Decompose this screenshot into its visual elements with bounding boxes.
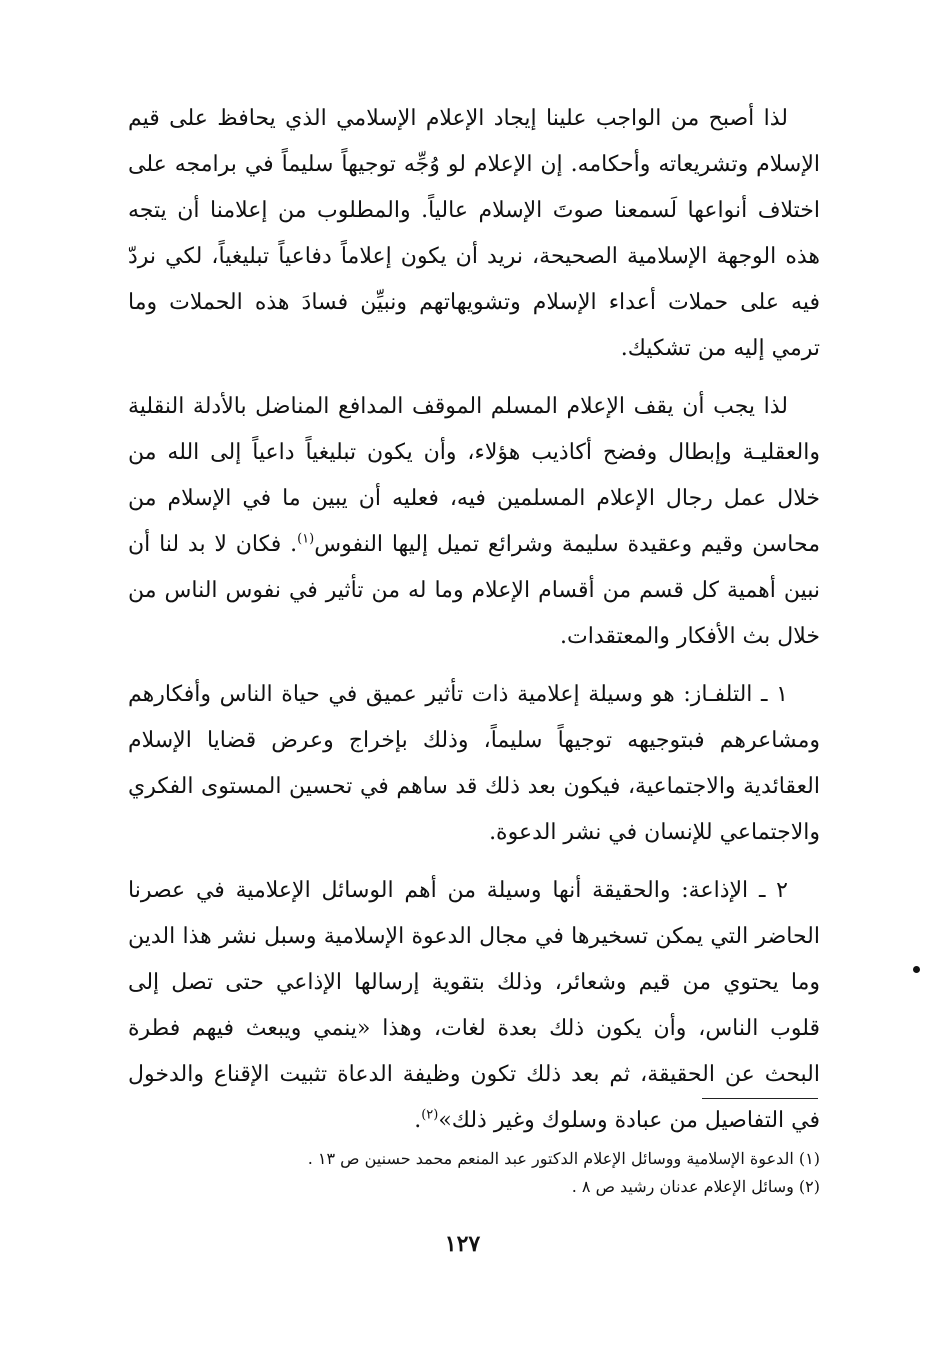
paragraph-radio-end: . [414,1108,422,1133]
footnote-1: (١) الدعوة الإسلامية ووسائل الإعلام الدكتور عبد المنعم محمد حسنين ص ١٣ . [307,1149,820,1168]
paragraph-1: لذا أصبح من الواجب علينا إيجاد الإعلام الإسلامي الذي يحافظ على قيم الإسلام وتشريعاته وأحكامه. إن الإعلام لو وُجِّه توجيهاً سليماً في برامجه على اختلاف أنواعها لَسمعنا صوتَ الإسلام عالياً. والمطلوب من إعلامنا أن يتجه هذه الوجهة الإسلامية الصحيحة، نريد أن يكون إعلاماً دفاعياً تبليغياً، لكي نردّ فيه على حملات أعداء الإسلام وتشويهاتهم ونبيِّن فسادَ هذه الحملات وما ترمي إليه من تشكيك. [128,106,820,361]
paragraph-2-text: لذا يجب أن يقف الإعلام المسلم الموقف المدافع المناضل بالأدلة النقلية والعقليـة وإبطال وفضح أكاذيب هؤلاء، وأن يكون تبليغياً داعياً إلى الله من خلال عمل رجال الإعلام المسلمين فيه، فعليه أن يبين ما في الإسلام من محاسن وقيم وعقيدة سليمة وشرائع تميل إليها النفوس [128,394,820,557]
footnote-separator [702,1098,818,1099]
footnote-2: (٢) وسائل الإعلام عدنان رشيد ص ٨ . [571,1177,820,1196]
body-text [128,96,820,1156]
paragraph-television: ١ ـ التلفـاز: هو وسيلة إعلامية ذات تأثير عميق في حياة الناس وأفكارهم ومشاعرهم فبتوجيهه توجيهاً سليماً، وذلك بإخراج وعرض قضايا الإسلام العقائدية والاجتماعية، فيكون بعد ذلك قد ساهم في تحسين المستوى الفكري والاجتماعي للإنسان في نشر الدعوة. [128,682,820,845]
footnote-marker-2[interactable]: (٢) [421,1107,439,1123]
paragraph-radio [128,868,820,1144]
page-number: ١٢٧ [444,1231,481,1257]
footnotes [128,1145,820,1201]
paragraph-radio-text: ٢ ـ الإذاعة: والحقيقة أنها وسيلة من أهم الوسائل الإعلامية في عصرنا الحاضر التي يمكن تسخيرها في مجال الدعوة الإسلامية وسبل نشر هذا الدين وما يحتوي من قيم وشعائر، وذلك بتقوية إرسالها الإذاعي حتى تصل إلى قلوب الناس، وأن يكون ذلك بعدة لغات، وهذا «ينمي ويبعث فيهم فطرة البحث عن الحقيقة، ثم بعد ذلك تكون وظيفة الدعاة تثبيت الإقناع والدخول في التفاصيل من عبادة وسلوك وغير ذلك» [128,878,820,1133]
footnote-marker-1[interactable]: (١) [297,531,315,547]
margin-dot [913,966,920,973]
paragraph-2-continuation: . فكان لا بد لنا أن نبين أهمية كل قسم من أقسام الإعلام وما له من تأثير في نفوس الناس من خلال بث الأفكار والمعتقدات. [128,532,820,649]
paragraph-2 [128,384,820,660]
